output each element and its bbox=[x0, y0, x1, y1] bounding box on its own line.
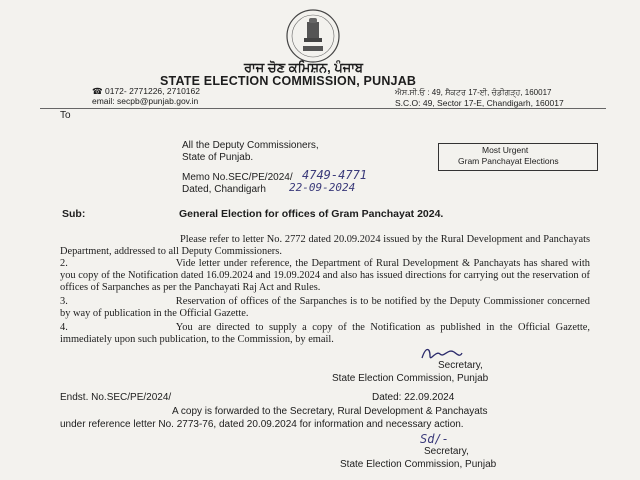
phone-number: 0172- 2771226, 2710162 bbox=[104, 86, 200, 96]
paragraph-number: 2. bbox=[60, 258, 68, 269]
header-punjabi-title: ਰਾਜ ਚੋਣ ਕਮਿਸ਼ਨ, ਪੰਜਾਬ bbox=[244, 60, 364, 75]
paragraph-number: 3. bbox=[60, 296, 68, 307]
recipient-line1: All the Deputy Commissioners, bbox=[182, 140, 319, 151]
header-title: STATE ELECTION COMMISSION, PUNJAB bbox=[160, 74, 417, 88]
recipient-line2: State of Punjab. bbox=[182, 152, 254, 163]
signature-1-designation: Secretary, bbox=[438, 360, 483, 371]
signature-2-office: State Election Commission, Punjab bbox=[340, 459, 497, 470]
signature-2-designation: Secretary, bbox=[424, 446, 469, 457]
header-divider bbox=[40, 108, 606, 109]
paragraph-3 bbox=[60, 296, 590, 320]
paragraph-rest: Panchayats has shared with you copy of the Notification dated 16.09.2024 and 19.09.2024 and also has issued directions for carrying out the reservation of offices of Sarpanches as per the Panchayati Raj Act and Rules. bbox=[60, 258, 590, 294]
to-label: To bbox=[60, 110, 71, 121]
paragraph-first-line: You are directed to supply a copy of the Notification as published in the bbox=[175, 322, 513, 333]
endst-label: Endst. No.SEC/PE/2024/ bbox=[60, 392, 172, 403]
header-email: email: secpb@punjab.gov.in bbox=[92, 96, 199, 106]
paragraph-rest: Official Gazette, immediately upon such publication, to the Commission, by email. bbox=[60, 322, 591, 346]
memo-dated-handwritten: 22-09-2024 bbox=[289, 181, 356, 194]
header-address: S.C.O: 49, Sector 17-E, Chandigarh, 160017 bbox=[395, 98, 564, 108]
memo-number-handwritten: 4749-4771 bbox=[302, 168, 368, 182]
paragraph-first-line: Vide letter under reference, the Department of Rural Development & bbox=[175, 258, 471, 269]
paragraph-2 bbox=[60, 258, 590, 295]
signature-1-office: State Election Commission, Punjab bbox=[332, 373, 489, 384]
copy-line2: under reference letter No. 2773-76, dated 20.09.2024 for information and necessary action. bbox=[60, 419, 464, 430]
paragraph-rest: Development and Panchayats Department, addressed to all Deputy Commissioners. bbox=[60, 234, 590, 258]
paragraph-first-line: Reservation of offices of the Sarpanches is to be notified by the Deputy bbox=[175, 296, 481, 307]
subject-text: General Election for offices of Gram Panchayat 2024. bbox=[179, 208, 444, 220]
paragraph-1 bbox=[60, 234, 590, 258]
subject-label: Sub: bbox=[62, 208, 86, 220]
urgent-line1: Most Urgent bbox=[482, 145, 529, 155]
paragraph-number: 4. bbox=[60, 322, 68, 333]
signature-2-mark: Sd/- bbox=[420, 432, 449, 446]
memo-label: Memo No.SEC/PE/2024/ bbox=[182, 172, 293, 183]
endst-dated: Dated: 22.09.2024 bbox=[372, 392, 455, 403]
phone-icon: ☎ bbox=[92, 86, 103, 96]
state-emblem bbox=[285, 6, 341, 66]
paragraph-first-line: Please refer to letter No. 2772 dated 20.09.2024 issued by the Rural bbox=[180, 234, 464, 245]
header-address-punjabi: ਐਸ.ਸੀ.ਓ : 49, ਸੈਕਟਰ 17-ਈ, ਚੰਡੀਗੜ੍ਹ, 160017 bbox=[395, 88, 552, 97]
memo-dated-label: Dated, Chandigarh bbox=[182, 184, 266, 195]
urgent-line2: Gram Panchayat Elections bbox=[458, 156, 559, 166]
copy-line1: A copy is forwarded to the Secretary, Rural Development & Panchayats bbox=[172, 406, 488, 417]
paragraph-4 bbox=[60, 322, 590, 346]
paragraph-rest: Commissioner concerned by way of publication in the Official Gazette. bbox=[60, 296, 590, 320]
